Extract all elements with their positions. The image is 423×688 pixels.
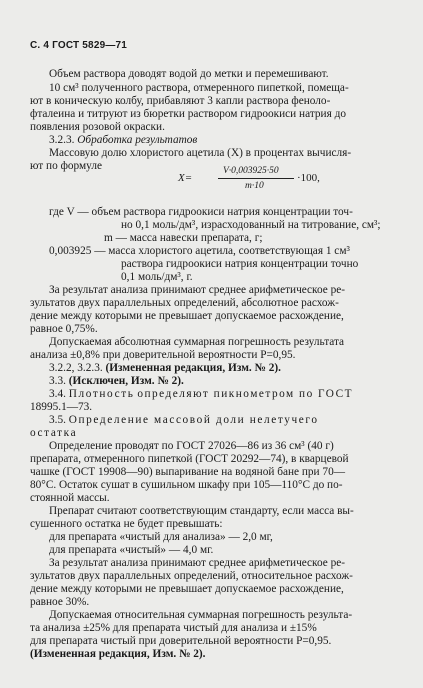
text-line: 0,003925 — масса хлористого ацетила, соответствующая 1 см³: [49, 245, 350, 257]
revision-note: (Исключен, Изм. № 2).: [68, 375, 184, 387]
section-title-cont: остатка: [30, 427, 78, 439]
text-line: та анализа ±25% для препарата чистый для анализа и ±15%: [30, 622, 317, 634]
text-line: [49, 375, 184, 388]
text-line: Допускаемая абсолютная суммарная погрешность результата: [49, 336, 345, 348]
text-line: 80°С. Остаток сушат в сушильном шкафу при 105—110°С до по-: [30, 479, 343, 491]
text-line: для препарата «чистый для анализа» — 2,0 мг,: [49, 531, 273, 543]
section-number: 3.3.: [49, 375, 69, 387]
section-number: 3.2.3.: [49, 134, 78, 146]
text-line: За результат анализа принимают среднее арифметическое ре-: [49, 284, 346, 296]
text-line: препарата, отмеренного пипеткой (ГОСТ 20292—74), в кварцевой: [30, 453, 349, 465]
text-line: зультатов двух параллельных определений, относительное расхож-: [30, 570, 353, 582]
text-line: 18995.1—73.: [30, 401, 93, 413]
text-line: За результат анализа принимают среднее арифметическое ре-: [49, 557, 346, 569]
text-line: но 0,1 моль/дм³, израсходованный на титрование, см³;: [121, 219, 381, 231]
formula-lhs: X=: [178, 172, 193, 184]
section-heading: [49, 414, 319, 427]
text-line: Массовую долю хлористого ацетила (X) в процентах вычисля-: [49, 147, 352, 159]
section-number: 3.2.2, 3.2.3.: [49, 362, 106, 374]
text-line: фталеина и титруют из бюретки раствором гидроокиси натрия до: [30, 108, 347, 120]
text-line: равное 0,75%.: [30, 323, 98, 335]
text-line: равное 30%.: [30, 596, 90, 608]
text-line: для препарата «чистый» — 4,0 мг.: [49, 544, 214, 556]
text-line: Препарат считают соответствующим стандарту, если масса вы-: [49, 505, 354, 517]
formula-denominator: m·10: [245, 181, 264, 191]
text-line: где V — объем раствора гидроокиси натрия концентрации точ-: [49, 206, 353, 218]
text-line: 10 см³ полученного раствора, отмеренного пипеткой, помеща-: [49, 82, 349, 94]
text-line: Определение проводят по ГОСТ 27026—86 из 36 см³ (40 г): [49, 440, 334, 452]
text-fragment: определяют пикнометром по ГОСТ: [137, 388, 354, 400]
formula-numerator: V·0,003925·50: [223, 166, 279, 176]
text-line: m — масса навески препарата, г;: [104, 232, 263, 244]
formula-rhs: ·100,: [297, 172, 320, 184]
text-line: Допускаемая относительная суммарная погрешность результа-: [49, 609, 353, 621]
text-line: анализа ±0,8% при доверительной вероятности P=0,95.: [30, 349, 296, 361]
text-line: Объем раствора доводят водой до метки и перемешивают.: [49, 68, 329, 80]
text-line: сушенного остатка не будет превышать:: [30, 518, 223, 530]
text-line: чашке (ГОСТ 19908—90) выпаривание на водяной бане при 70—: [30, 466, 346, 478]
text-line: ют в коническую колбу, прибавляют 3 капли раствора феноло-: [30, 95, 331, 107]
fraction-bar: [218, 178, 294, 179]
text-line: зультатов двух параллельных определений, абсолютное расхож-: [30, 297, 339, 309]
section-number: 3.4.: [49, 388, 69, 400]
text-line: для препарата чистый при доверительной вероятности P=0,95.: [30, 635, 332, 647]
text-line: 0,1 моль/дм³, г.: [121, 271, 193, 283]
section-title: Плотность: [68, 388, 135, 400]
text-line: ют по формуле: [30, 160, 102, 172]
text-line: дение между которыми не превышает допускаемое расхождение,: [30, 310, 344, 322]
revision-note: (Измененная редакция, Изм. № 2).: [30, 648, 206, 660]
text-line: стоянной массы.: [30, 492, 110, 504]
section-title: Определение массовой доли нелетучего: [68, 414, 319, 426]
page-header: С. 4 ГОСТ 5829—71: [30, 40, 128, 51]
text-line: раствора гидроокиси натрия концентрации точно: [121, 258, 359, 270]
text-line: дение между которыми не превышает допускаемое расхождение,: [30, 583, 344, 595]
revision-note: (Измененная редакция, Изм. № 2).: [105, 362, 281, 374]
section-title: Обработка результатов: [77, 134, 198, 146]
text-line: [49, 388, 353, 401]
section-number: 3.5.: [49, 414, 69, 426]
text-line: [49, 362, 281, 375]
section-heading: [49, 134, 197, 147]
text-line: появления розовой окраски.: [30, 121, 165, 133]
